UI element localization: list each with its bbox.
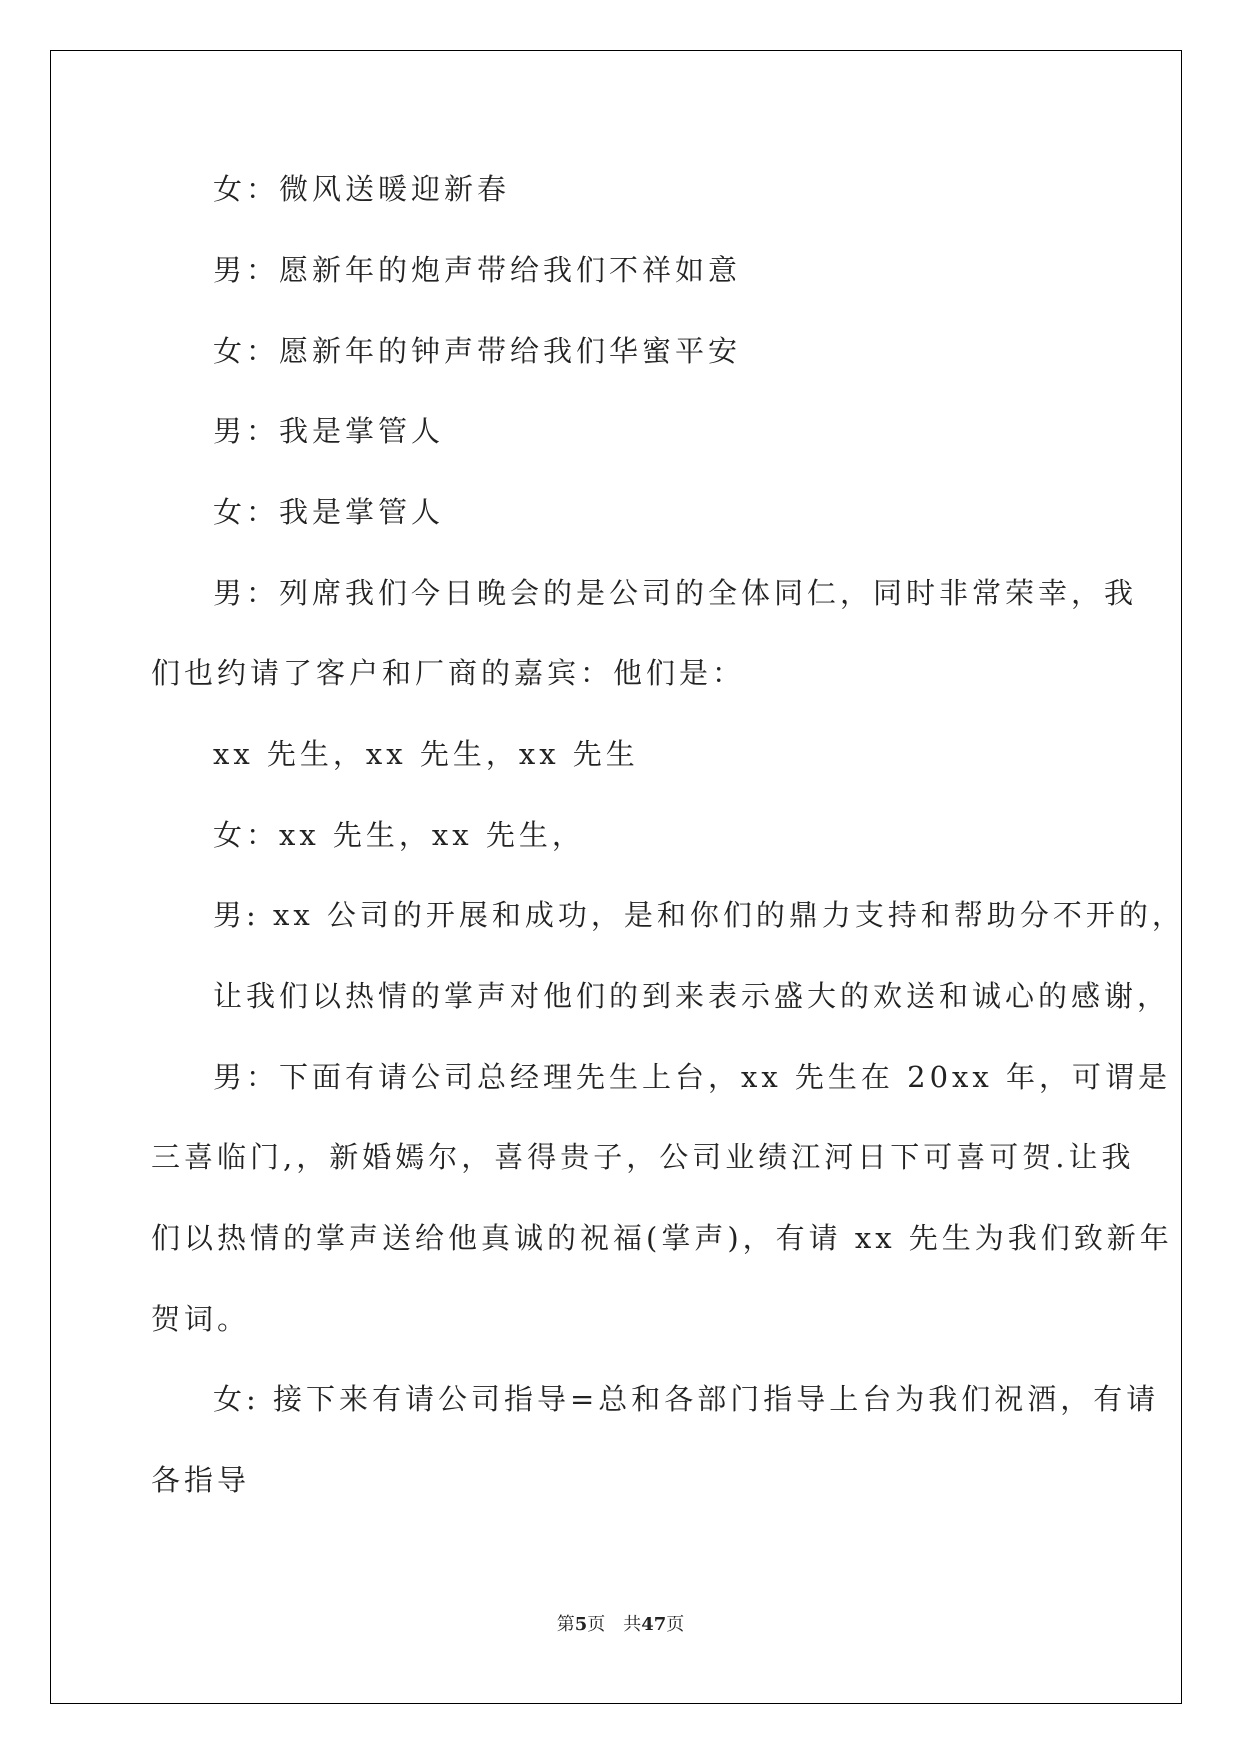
dialogue-line: 女：我是掌管人 xyxy=(213,495,445,529)
dialogue-line: 们也约请了客户和厂商的嘉宾：他们是： xyxy=(151,656,746,690)
dialogue-line: 各指导 xyxy=(151,1463,251,1497)
dialogue-line: 男：列席我们今日晚会的是公司的全体同仁，同时非常荣幸，我 xyxy=(213,576,1138,610)
dialogue-line: xx 先生，xx 先生，xx 先生 xyxy=(213,737,639,771)
current-page-number: 5 xyxy=(574,1614,588,1635)
page-footer xyxy=(0,1610,1241,1636)
dialogue-line: 们以热情的掌声送给他真诚的祝福(掌声)，有请 xx 先生为我们致新年 xyxy=(151,1221,1173,1255)
dialogue-line: 女: 接下来有请公司指导=总和各部门指导上台为我们祝酒，有请 xyxy=(213,1382,1160,1416)
dialogue-line: 男：我是掌管人 xyxy=(213,414,445,448)
dialogue-line: 男: xx 公司的开展和成功，是和你们的鼎力支持和帮助分不开的， xyxy=(213,898,1185,932)
dialogue-line: 三喜临门,，新婚嫣尔，喜得贵子，公司业绩江河日下可喜可贺.让我 xyxy=(151,1140,1135,1174)
dialogue-line: 让我们以热情的掌声对他们的到来表示盛大的欢送和诚心的感谢， xyxy=(213,979,1171,1013)
dialogue-line: 男：愿新年的炮声带给我们不祥如意 xyxy=(213,253,742,287)
dialogue-line: 男：下面有请公司总经理先生上台，xx 先生在 20xx 年，可谓是 xyxy=(213,1060,1171,1094)
page-border xyxy=(50,50,1182,1704)
dialogue-line: 女：愿新年的钟声带给我们华蜜平安 xyxy=(213,334,742,368)
footer-mid: 页 共 xyxy=(587,1614,642,1635)
dialogue-line: 贺词。 xyxy=(151,1302,251,1336)
footer-suffix: 页 xyxy=(666,1614,685,1635)
dialogue-line: 女：xx 先生，xx 先生， xyxy=(213,818,585,852)
total-page-count: 47 xyxy=(641,1614,667,1635)
dialogue-line: 女：微风送暖迎新春 xyxy=(213,172,511,206)
footer-prefix: 第 xyxy=(556,1614,575,1635)
